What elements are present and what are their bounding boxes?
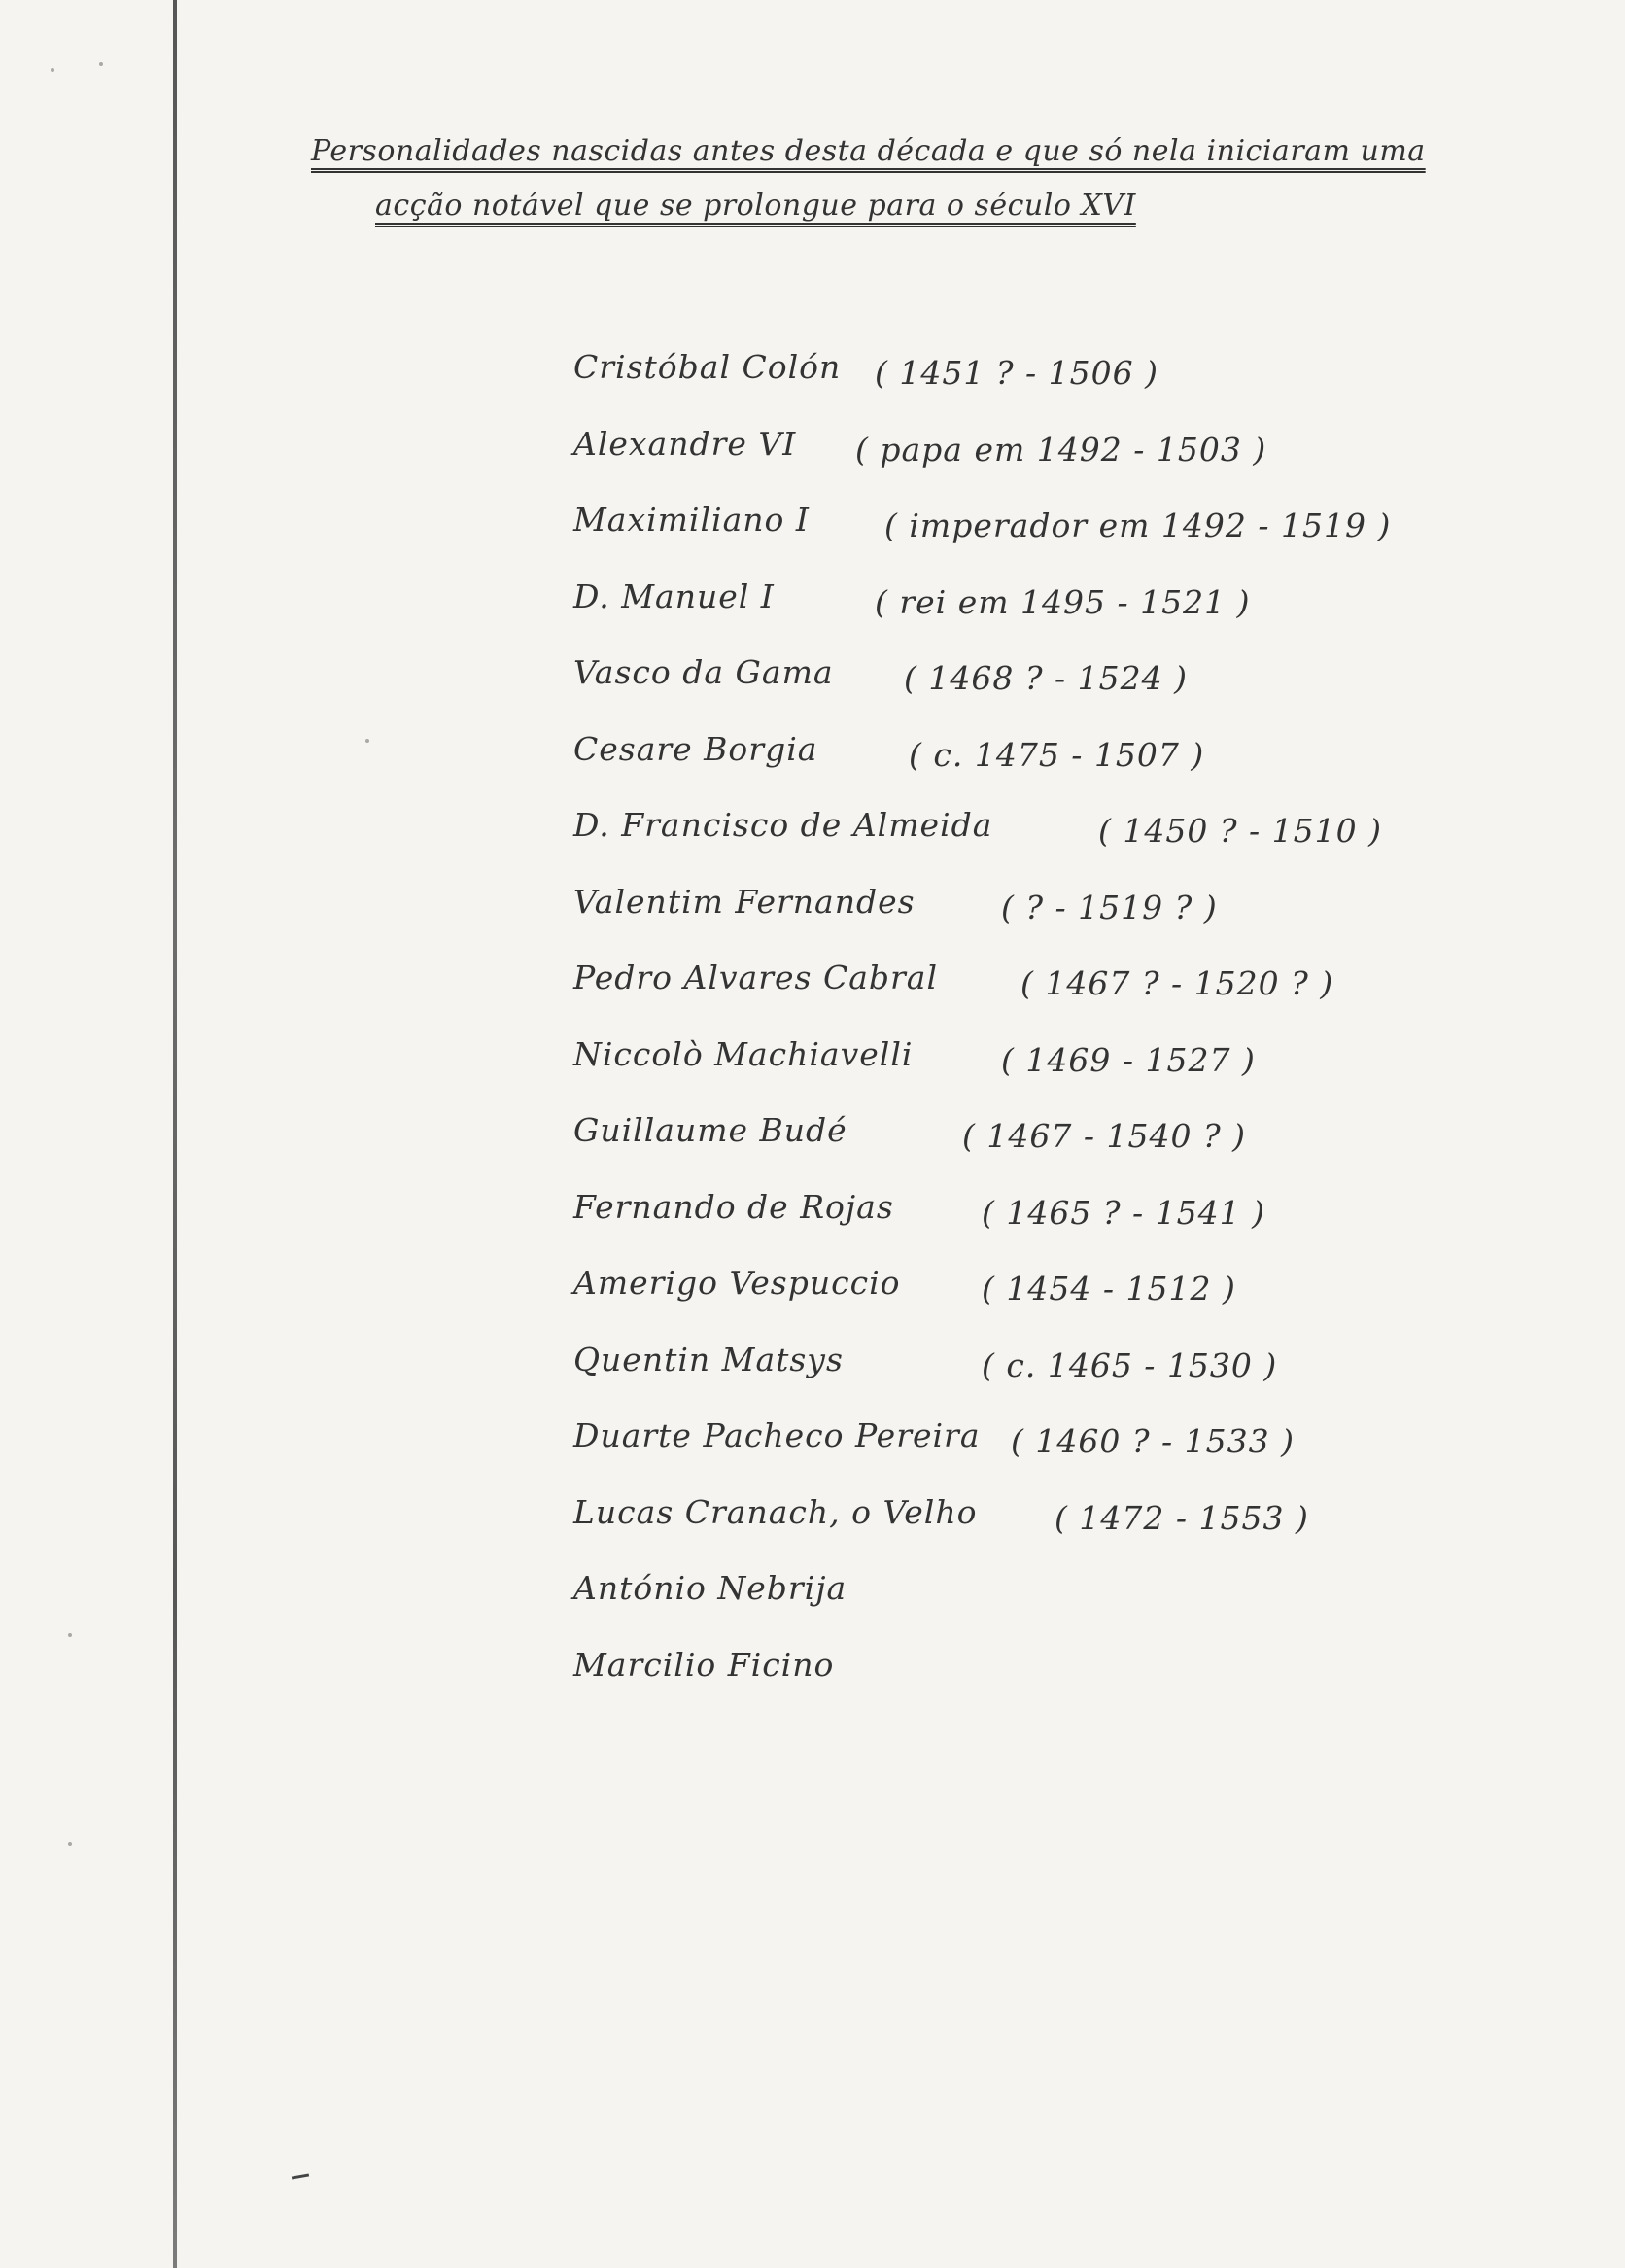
margin-line bbox=[173, 0, 177, 2268]
person-dates: ( 1465 ? - 1541 ) bbox=[982, 1193, 1266, 1232]
page-heading bbox=[311, 124, 1516, 233]
paper-speck bbox=[68, 1633, 72, 1637]
list-item bbox=[573, 1111, 1448, 1188]
person-name: Guillaume Budé bbox=[573, 1111, 847, 1149]
person-dates: ( imperador em 1492 - 1519 ) bbox=[884, 506, 1392, 544]
person-dates: ( c. 1475 - 1507 ) bbox=[909, 735, 1205, 774]
person-name: Maximiliano I bbox=[573, 501, 810, 539]
list-item bbox=[573, 653, 1448, 730]
person-dates: ( c. 1465 - 1530 ) bbox=[982, 1345, 1278, 1384]
person-dates: ( 1454 - 1512 ) bbox=[982, 1270, 1236, 1308]
list-item bbox=[573, 577, 1448, 654]
list-item bbox=[573, 1188, 1448, 1265]
person-name: D. Manuel I bbox=[573, 576, 775, 615]
list-item bbox=[573, 883, 1448, 960]
heading-line-1: Personalidades nascidas antes desta década e que só nela iniciaram uma bbox=[311, 134, 1426, 168]
personalities-list bbox=[573, 348, 1448, 1722]
paper-speck bbox=[51, 68, 54, 72]
list-item bbox=[573, 425, 1448, 502]
person-dates: ( rei em 1495 - 1521 ) bbox=[875, 582, 1251, 621]
person-name: Cesare Borgia bbox=[573, 729, 818, 768]
list-item bbox=[573, 959, 1448, 1035]
person-name: D. Francisco de Almeida bbox=[573, 806, 993, 844]
person-dates: ( 1472 - 1553 ) bbox=[1055, 1498, 1309, 1537]
list-item bbox=[573, 1341, 1448, 1417]
person-dates: ( 1460 ? - 1533 ) bbox=[1011, 1422, 1296, 1460]
person-name: Quentin Matsys bbox=[573, 1340, 844, 1378]
person-name: Lucas Cranach, o Velho bbox=[573, 1492, 978, 1531]
person-name: Amerigo Vespuccio bbox=[573, 1264, 901, 1302]
person-name: Duarte Pacheco Pereira bbox=[573, 1416, 981, 1454]
list-item bbox=[573, 806, 1448, 883]
list-item bbox=[573, 1493, 1448, 1570]
person-name: Cristóbal Colón bbox=[573, 348, 842, 386]
person-name: Vasco da Gama bbox=[573, 653, 834, 691]
list-item bbox=[573, 1646, 1448, 1723]
person-dates: ( 1451 ? - 1506 ) bbox=[875, 354, 1159, 392]
person-name: Niccolò Machiavelli bbox=[573, 1034, 914, 1073]
person-name: António Nebrija bbox=[573, 1569, 847, 1607]
list-item bbox=[573, 501, 1448, 577]
person-name: Pedro Alvares Cabral bbox=[573, 959, 938, 996]
list-item bbox=[573, 730, 1448, 807]
list-item bbox=[573, 1035, 1448, 1112]
person-name: Fernando de Rojas bbox=[573, 1187, 894, 1226]
person-name: Alexandre VI bbox=[573, 424, 797, 463]
person-dates: ( ? - 1519 ? ) bbox=[1001, 888, 1218, 926]
heading-line-2: acção notável que se prolongue para o século XVI bbox=[375, 189, 1136, 223]
person-dates: ( 1469 - 1527 ) bbox=[1001, 1040, 1256, 1079]
person-dates: ( 1467 ? - 1520 ? ) bbox=[1020, 964, 1334, 1002]
paper-speck bbox=[68, 1842, 72, 1846]
person-dates: ( 1467 - 1540 ? ) bbox=[962, 1117, 1247, 1155]
person-name: Valentim Fernandes bbox=[573, 882, 916, 921]
list-item bbox=[573, 348, 1448, 425]
list-item bbox=[573, 1264, 1448, 1341]
paper-speck bbox=[365, 739, 369, 743]
person-dates: ( papa em 1492 - 1503 ) bbox=[855, 430, 1267, 469]
person-dates: ( 1468 ? - 1524 ) bbox=[904, 659, 1189, 697]
list-item bbox=[573, 1416, 1448, 1493]
person-dates: ( 1450 ? - 1510 ) bbox=[1098, 812, 1383, 850]
person-name: Marcilio Ficino bbox=[573, 1645, 835, 1684]
paper-speck bbox=[99, 62, 103, 66]
list-item bbox=[573, 1569, 1448, 1646]
pen-mark bbox=[292, 2173, 309, 2179]
